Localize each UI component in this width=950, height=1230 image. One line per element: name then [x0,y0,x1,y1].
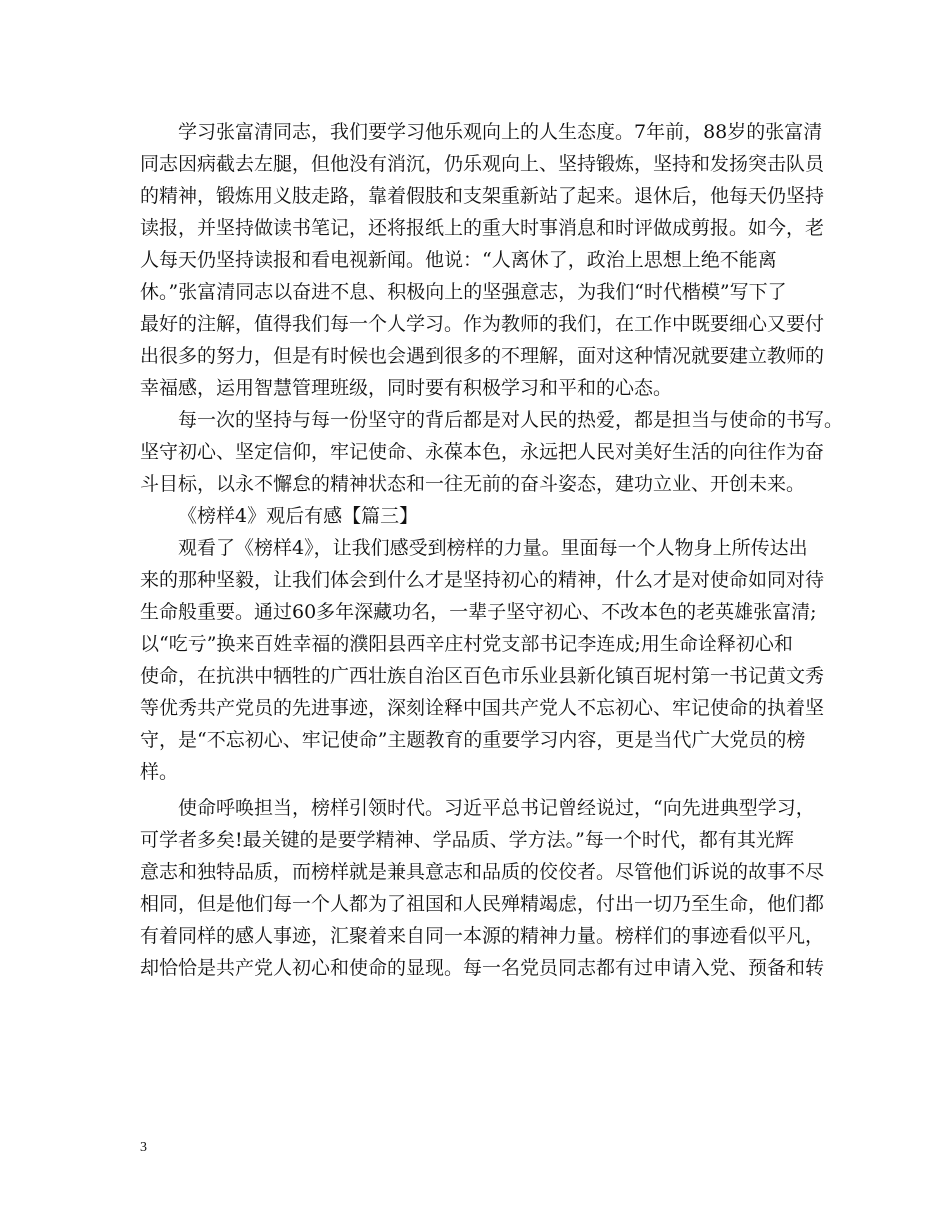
paragraph-line: 意志和独特品质，而榜样就是兼具意志和品质的佼佼者。尽管他们诉说的故事不尽 [140,861,825,883]
paragraph-line: 使命，在抗洪中牺牲的广西壮族自治区百色市乐业县新化镇百坭村第一书记黄文秀 [140,665,825,687]
paragraph-line: 出很多的努力，但是有时候也会遇到很多的不理解，面对这种情况就要建立教师的 [140,345,825,367]
paragraph-line: 每一次的坚持与每一份坚守的背后都是对人民的热爱，都是担当与使命的书写。 [178,409,844,431]
body-text [140,116,844,984]
paragraph-line: 人每天仍坚持读报和看电视新闻。他说：“人离休了，政治上思想上绝不能离 [140,249,777,271]
paragraph-line: 学习张富清同志，我们要学习他乐观向上的人生态度。7年前，88岁的张富清 [178,121,823,143]
paragraph-line: 守，是“不忘初心、牢记使命”主题教育的重要学习内容，更是当代广大党员的榜 [140,729,806,751]
paragraph-line: 样。 [140,761,179,783]
paragraph-line: 斗目标，以永不懈怠的精神状态和一往无前的奋斗姿态，建功立业、开创未来。 [140,473,806,495]
paragraph-line: 以“吃亏”换来百姓幸福的濮阳县西辛庄村党支部书记李连成;用生命诠释初心和 [140,633,793,655]
paragraph-line: 的精神，锻炼用义肢走路，靠着假肢和支架重新站了起来。退休后，他每天仍坚持 [140,185,825,207]
paragraph-line: 却恰恰是共产党人初心和使命的显现。每一名党员同志都有过申请入党、预备和转 [140,957,825,979]
paragraph-line: 使命呼唤担当，榜样引领时代。习近平总书记曾经说过，“向先进典型学习， [178,797,815,819]
paragraph-line: 最好的注解，值得我们每一个人学习。作为教师的我们，在工作中既要细心又要付 [140,313,825,335]
paragraph-line: 有着同样的感人事迹，汇聚着来自同一本源的精神力量。榜样们的事迹看似平凡， [140,925,825,947]
paragraph-line: 生命般重要。通过60多年深藏功名，一辈子坚守初心、不改本色的老英雄张富清; [140,601,817,623]
paragraph-line: 相同，但是他们每一个人都为了祖国和人民殚精竭虑，付出一切乃至生命，他们都 [140,893,825,915]
paragraph-line: 可学者多矣!最关键的是要学精神、学品质、学方法。”每一个时代，都有其光辉 [140,829,794,851]
paragraph-line: 观看了《榜样4》，让我们感受到榜样的力量。里面每一个人物身上所传达出 [178,537,808,559]
paragraph-line: 同志因病截去左腿，但他没有消沉，仍乐观向上、坚持锻炼，坚持和发扬突击队员 [140,153,825,175]
paragraph-line: 幸福感，运用智慧管理班级，同时要有积极学习和平和的心态。 [140,377,673,399]
paragraph-line: 休。”张富清同志以奋进不息、积极向上的坚强意志，为我们“时代楷模”写下了 [140,281,787,303]
section-heading: 《榜样4》观后有感【篇三】 [178,505,419,527]
paragraph-line: 坚守初心、坚定信仰，牢记使命、永葆本色，永远把人民对美好生活的向往作为奋 [140,441,825,463]
paragraph-line: 等优秀共产党员的先进事迹，深刻诠释中国共产党人不忘初心、牢记使命的执着坚 [140,697,825,719]
page-number: 3 [140,1140,147,1155]
paragraph-line: 来的那种坚毅，让我们体会到什么才是坚持初心的精神，什么才是对使命如同对待 [140,569,825,591]
paragraph-line: 读报，并坚持做读书笔记，还将报纸上的重大时事消息和时评做成剪报。如今，老 [140,217,825,239]
